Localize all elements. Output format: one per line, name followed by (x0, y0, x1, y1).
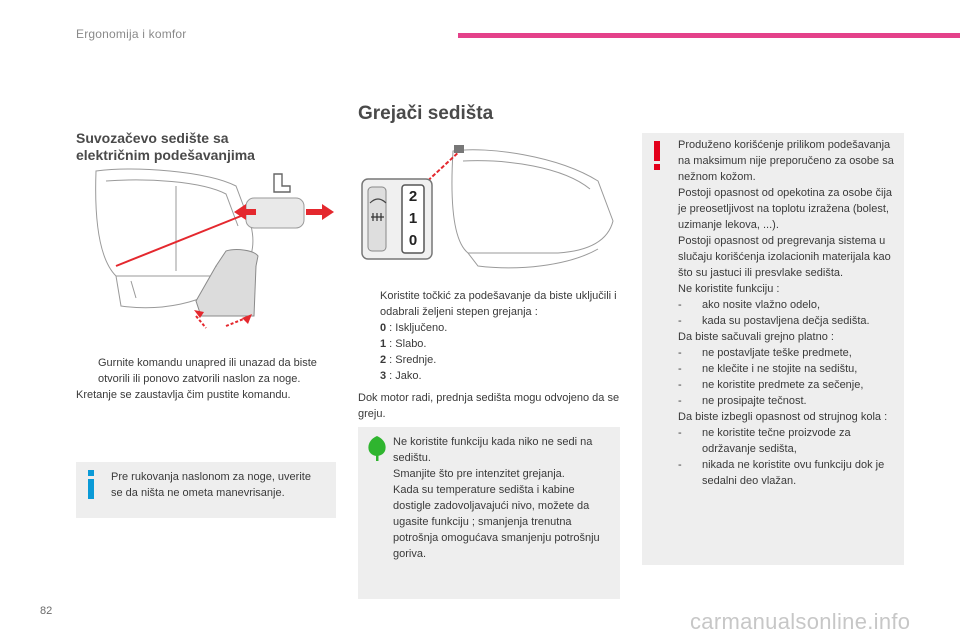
warning-paragraph (678, 233, 900, 281)
warning-line-text: Da biste sačuvali grejno platno : (678, 331, 834, 343)
dash-marker: - (678, 379, 682, 391)
eco-line-2: Smanjite što pre intenzitet grejanja. (393, 468, 565, 480)
seat-instruction (76, 355, 338, 403)
dash-marker: - (678, 299, 682, 311)
warning-line-text: ako nosite vlažno odelo, (702, 299, 821, 311)
dial-label-2: 2 (408, 188, 418, 205)
heating-instruction (358, 288, 620, 384)
warning-paragraph (678, 281, 900, 297)
warning-paragraph (678, 329, 900, 345)
header-title: Ergonomija i komfor (76, 27, 187, 41)
warning-exclamation-icon (652, 141, 662, 171)
seat-title-line2: električnim podešavanjima (76, 147, 255, 163)
warning-box (642, 133, 904, 565)
warning-line-text: Produženo korišćenje prilikom podešavanja na maksimum nije preporučeno za osobe sa nežnom kožom. (678, 139, 894, 183)
heating-level-1: 1 : Slabo. (380, 338, 427, 350)
seat-instruction-note: Kretanje se zaustavlja čim pustite komandu. (76, 389, 291, 401)
seat-legrest-illustration (76, 166, 338, 341)
warning-line-text: ne prosipajte tečnost. (702, 395, 807, 407)
warning-list-item (678, 425, 900, 457)
warning-paragraph (678, 185, 900, 233)
info-icon (84, 470, 98, 500)
eco-line-3: Kada su temperature sedišta i kabine dostigle zadovoljavajući nivo, možete da ugasite funkciju ; smanjenja trenutna potrošnja omogućava smanjenju potrošnju goriva. (393, 484, 600, 560)
eco-text (393, 434, 615, 562)
warning-line-text: nikada ne koristite ovu funkciju dok je sedalni deo vlažan. (702, 459, 885, 487)
warning-line-text: ne klečite i ne stojite na sedištu, (702, 363, 858, 375)
seat-heater-illustration (358, 141, 620, 273)
dash-marker: - (678, 427, 682, 439)
warning-line-text: kada su postavljena dečja sedišta. (702, 315, 870, 327)
page-number: 82 (40, 605, 53, 617)
heating-level-2: 2 : Srednje. (380, 354, 437, 366)
dial-label-0: 0 (408, 232, 418, 249)
seat-title-line1: Suvozačevo sedište sa (76, 130, 229, 146)
heating-note: Dok motor radi, prednja sedišta mogu odvojeno da se greju. (358, 392, 620, 420)
main-title: Grejači sedišta (358, 103, 494, 124)
dash-marker: - (678, 315, 682, 327)
dial-label-1: 1 (408, 210, 418, 227)
warning-text (678, 137, 900, 489)
dash-marker: - (678, 363, 682, 375)
info-text: Pre rukovanja naslonom za noge, uverite se da ništa ne ometa manevrisanje. (111, 471, 311, 499)
warning-paragraph (678, 409, 900, 425)
seat-section-title (76, 130, 336, 164)
eco-leaf-icon (366, 435, 388, 461)
dash-marker: - (678, 395, 682, 407)
eco-line-1: Ne koristite funkciju kada niko ne sedi na sedištu. (393, 436, 593, 464)
warning-list-item (678, 345, 900, 361)
warning-list-item (678, 297, 900, 313)
warning-list-item (678, 377, 900, 393)
dash-marker: - (678, 347, 682, 359)
eco-box (358, 427, 620, 599)
warning-line-text: Postoji opasnost od pregrevanja sistema u slučaju korišćenja izolacionih materijala kao što su jastuci ili presvlake sedišta. (678, 235, 891, 279)
warning-line-text: Da biste izbegli opasnost od strujnog kola : (678, 411, 888, 423)
seat-instruction-text: Gurnite komandu unapred ili unazad da biste otvorili ili ponovo zatvorili naslon za noge. (98, 357, 317, 385)
warning-line-text: Postoji opasnost od opekotina za osobe čija je preosetljivost na toplotu izražena (bolest, uzimanje lekova, ...). (678, 187, 893, 231)
warning-line-text: ne postavljate teške predmete, (702, 347, 852, 359)
warning-paragraph (678, 137, 900, 185)
info-box (76, 462, 336, 518)
warning-list-item (678, 313, 900, 329)
heating-instruction-text: Koristite točkić za podešavanje da biste uključili i odabrali željeni stepen grejanja : (380, 290, 617, 318)
warning-list-item (678, 457, 900, 489)
heating-level-3: 3 : Jako. (380, 370, 422, 382)
warning-list-item (678, 361, 900, 377)
warning-line-text: Ne koristite funkciju : (678, 283, 780, 295)
dash-marker: - (678, 459, 682, 471)
warning-line-text: ne koristite tečne proizvode za održavanje sedišta, (702, 427, 851, 455)
heating-level-0: 0 : Isključeno. (380, 322, 448, 334)
warning-list-item (678, 393, 900, 409)
header-accent-bar (458, 33, 960, 38)
warning-line-text: ne koristite predmete za sečenje, (702, 379, 864, 391)
watermark: carmanualsonline.info (690, 609, 911, 634)
